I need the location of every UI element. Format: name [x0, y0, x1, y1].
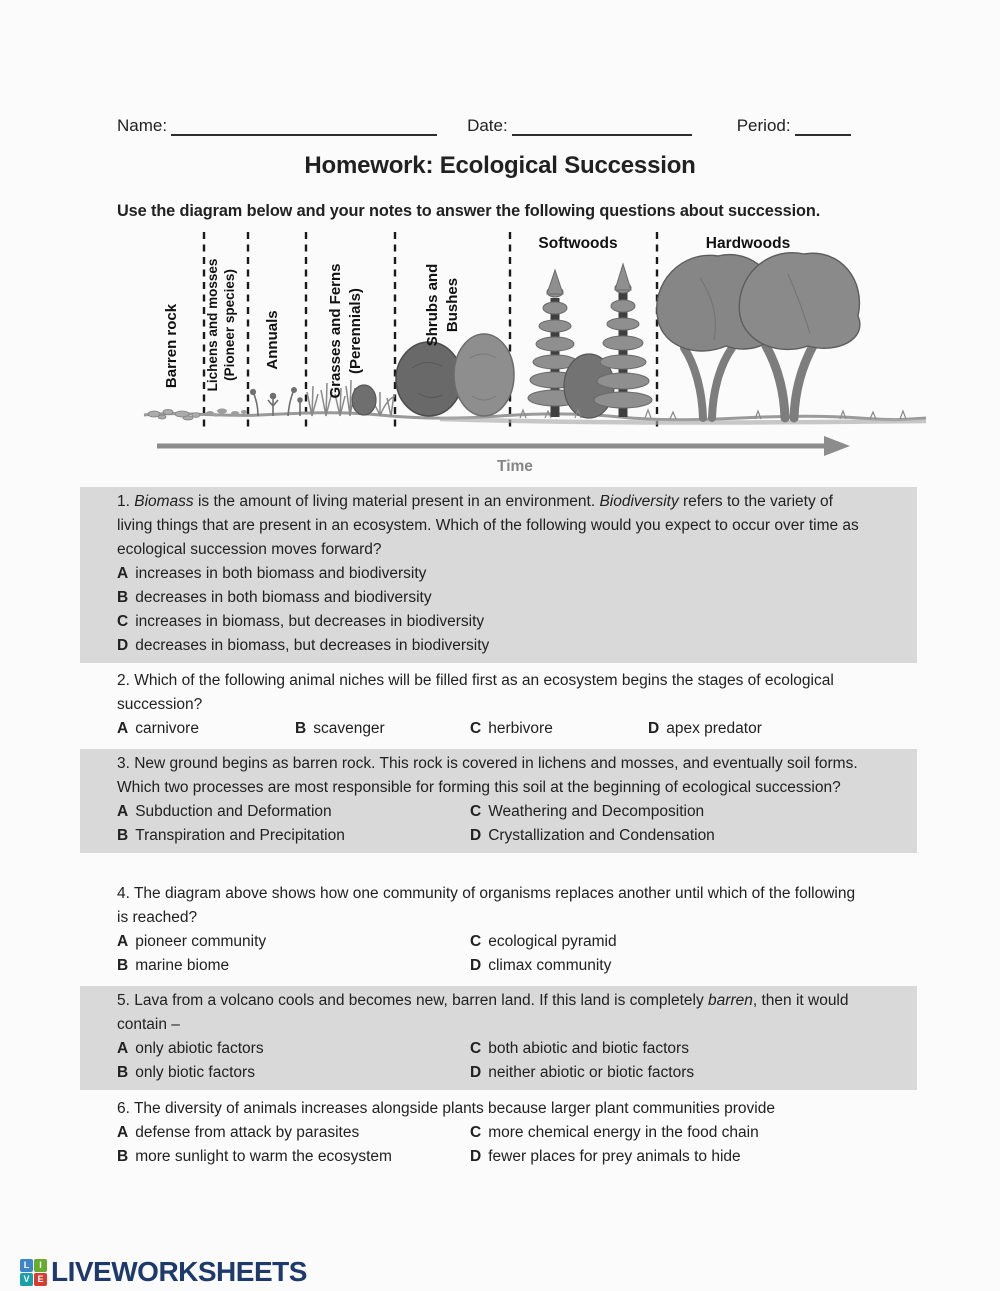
question-4-option-b	[117, 954, 470, 978]
option-letter: A	[117, 565, 129, 582]
header-row	[117, 116, 883, 136]
annual-plants	[251, 388, 302, 416]
question-6-option-d	[470, 1145, 859, 1169]
period-label: Period:	[736, 116, 791, 135]
option-letter: C	[117, 613, 129, 630]
option-letter: A	[117, 803, 129, 820]
question-3-option-a	[117, 800, 470, 824]
question-6-option-c	[470, 1121, 859, 1145]
question-5-option-c	[470, 1037, 859, 1061]
question-1-option-b	[117, 586, 859, 610]
option-text: increases in biomass, but decreases in biodiversity	[135, 613, 485, 630]
stage-label-barren-rock: Barren rock	[163, 303, 180, 389]
option-text: more chemical energy in the food chain	[488, 1124, 759, 1141]
question-3	[80, 749, 917, 853]
time-arrow	[157, 436, 850, 456]
liveworksheets-logo[interactable]	[20, 1256, 307, 1288]
hardwood-trees	[657, 253, 860, 418]
question-3-option-d	[470, 824, 859, 848]
option-text: marine biome	[135, 957, 230, 974]
question-2-options	[117, 717, 859, 741]
question-1-text	[117, 490, 859, 562]
option-text: both abiotic and biotic factors	[488, 1040, 689, 1057]
option-letter: A	[117, 1124, 129, 1141]
question-1-options	[117, 562, 859, 658]
option-letter: D	[470, 827, 482, 844]
text-segment: , then it would contain –	[117, 992, 849, 1033]
question-5-option-b	[117, 1061, 470, 1085]
instruction-text: Use the diagram below and your notes to answer the following questions about succession.	[117, 202, 821, 220]
text-segment: is the amount of living material present in an environment.	[193, 493, 600, 510]
option-letter: C	[470, 803, 482, 820]
option-text: Crystallization and Condensation	[488, 827, 715, 844]
option-letter: B	[117, 827, 129, 844]
name-label: Name:	[117, 116, 168, 135]
time-arrowhead	[824, 436, 850, 456]
question-1-option-d	[117, 634, 859, 658]
liveworksheets-wordmark: LIVEWORKSHEETS	[51, 1256, 307, 1287]
softwood-pine-trees	[528, 264, 652, 418]
stage-label-shrubs-line2: Bushes	[444, 277, 461, 333]
option-text: scavenger	[313, 720, 385, 737]
question-6-option-a	[117, 1121, 470, 1145]
page-title: Homework: Ecological Succession	[304, 152, 696, 179]
option-text: Weathering and Decomposition	[488, 803, 705, 820]
option-text: increases in both biomass and biodiversity	[135, 565, 427, 582]
option-letter: B	[117, 1148, 129, 1165]
option-text: climax community	[488, 957, 612, 974]
question-3-text: 3. New ground begins as barren rock. This rock is covered in lichens and mosses, and eventually soil forms. Which two processes are most responsible for forming this soil at the beginning of ecological succession?	[117, 755, 858, 796]
option-text: herbivore	[488, 720, 553, 737]
option-text: only abiotic factors	[135, 1040, 264, 1057]
period-blank-line	[795, 118, 851, 136]
option-text: apex predator	[666, 720, 762, 737]
question-4-option-a	[117, 930, 470, 954]
question-3-options	[117, 800, 859, 848]
question-4-option-c	[470, 930, 859, 954]
option-letter: A	[117, 1040, 129, 1057]
date-blank-line	[512, 118, 692, 136]
option-letter: A	[117, 933, 129, 950]
option-text: ecological pyramid	[488, 933, 617, 950]
text-segment-italic: Biomass	[134, 493, 194, 510]
option-text: Subduction and Deformation	[135, 803, 332, 820]
logo-tile-v: V	[20, 1273, 33, 1286]
option-letter: D	[117, 637, 129, 654]
logo-tile-e: E	[34, 1273, 47, 1286]
question-5-option-a	[117, 1037, 470, 1061]
stage-label-softwoods: Softwoods	[538, 235, 618, 252]
date-label: Date:	[467, 116, 508, 135]
text-segment: refers to the variety of living things that are present in an ecosystem. Which of the following would you expect to occur over time as ecological succession moves forward?	[117, 493, 859, 558]
option-letter: D	[470, 1148, 482, 1165]
stage-label-lichens-line1: Lichens and mosses	[205, 258, 220, 392]
question-6-text: 6. The diversity of animals increases alongside plants because larger plant communities provide	[117, 1100, 775, 1117]
logo-tile-l: L	[20, 1259, 33, 1272]
option-letter: C	[470, 1124, 482, 1141]
question-2-text: 2. Which of the following animal niches will be filled first as an ecosystem begins the stages of ecological succession?	[117, 672, 834, 713]
option-letter: D	[470, 957, 482, 974]
stage-label-hardwoods: Hardwoods	[705, 235, 791, 252]
option-letter: C	[470, 933, 482, 950]
text-segment-italic: Biodiversity	[599, 493, 679, 510]
option-letter: C	[470, 1040, 482, 1057]
time-axis-label: Time	[497, 458, 533, 474]
stage-label-shrubs-line1: Shrubs and	[424, 263, 441, 347]
question-3-option-b	[117, 824, 470, 848]
option-text: more sunlight to warm the ecosystem	[135, 1148, 392, 1165]
option-letter: C	[470, 720, 482, 737]
liveworksheets-grid-icon	[20, 1259, 47, 1286]
option-letter: B	[295, 720, 307, 737]
text-segment-italic: barren	[708, 992, 753, 1009]
succession-diagram	[140, 228, 930, 474]
question-4-options	[117, 930, 859, 978]
question-5	[80, 986, 917, 1090]
question-6-options	[117, 1121, 859, 1169]
stage-label-annuals: Annuals	[264, 310, 281, 370]
text-segment: 1.	[117, 493, 135, 510]
question-5-option-d	[470, 1061, 859, 1085]
option-letter: D	[648, 720, 660, 737]
question-2-option-b	[295, 717, 470, 741]
option-text: defense from attack by parasites	[135, 1124, 360, 1141]
logo-tile-i: I	[34, 1259, 47, 1272]
question-4	[80, 879, 917, 983]
question-2	[80, 666, 917, 746]
question-4-text: 4. The diagram above shows how one community of organisms replaces another until which of the following is reached?	[117, 885, 856, 926]
option-letter: B	[117, 1064, 129, 1081]
option-letter: B	[117, 589, 129, 606]
question-2-option-c	[470, 717, 648, 741]
stage-label-lichens-line2: (Pioneer species)	[222, 269, 237, 381]
question-5-options	[117, 1037, 859, 1085]
name-blank-line	[171, 118, 437, 136]
shrub-bushes	[396, 334, 514, 416]
option-text: Transpiration and Precipitation	[135, 827, 345, 844]
option-letter: A	[117, 720, 129, 737]
grass-fern-tufts	[307, 380, 395, 416]
option-text: pioneer community	[135, 933, 267, 950]
question-6	[80, 1094, 917, 1174]
option-text: decreases in biomass, but decreases in biodiversity	[135, 637, 490, 654]
option-letter: D	[470, 1064, 482, 1081]
question-1	[80, 487, 917, 663]
option-text: fewer places for prey animals to hide	[488, 1148, 741, 1165]
stage-label-grasses-line1: Grasses and Ferns	[327, 263, 344, 399]
question-1-option-a	[117, 562, 859, 586]
stage-label-grasses-line2: (Perennials)	[347, 288, 364, 374]
option-text: carnivore	[135, 720, 199, 737]
ground-line	[144, 413, 926, 423]
text-segment: 5. Lava from a volcano cools and becomes new, barren land. If this land is completely	[117, 992, 709, 1009]
option-text: decreases in both biomass and biodiversity	[135, 589, 432, 606]
small-bush	[352, 385, 376, 415]
question-3-option-c	[470, 800, 859, 824]
question-2-option-a	[117, 717, 295, 741]
question-2-option-d	[648, 717, 859, 741]
question-1-option-c	[117, 610, 859, 634]
option-text: only biotic factors	[135, 1064, 255, 1081]
option-letter: B	[117, 957, 129, 974]
option-text: neither abiotic or biotic factors	[488, 1064, 695, 1081]
question-4-option-d	[470, 954, 859, 978]
question-6-option-b	[117, 1145, 470, 1169]
question-5-text	[117, 989, 859, 1037]
